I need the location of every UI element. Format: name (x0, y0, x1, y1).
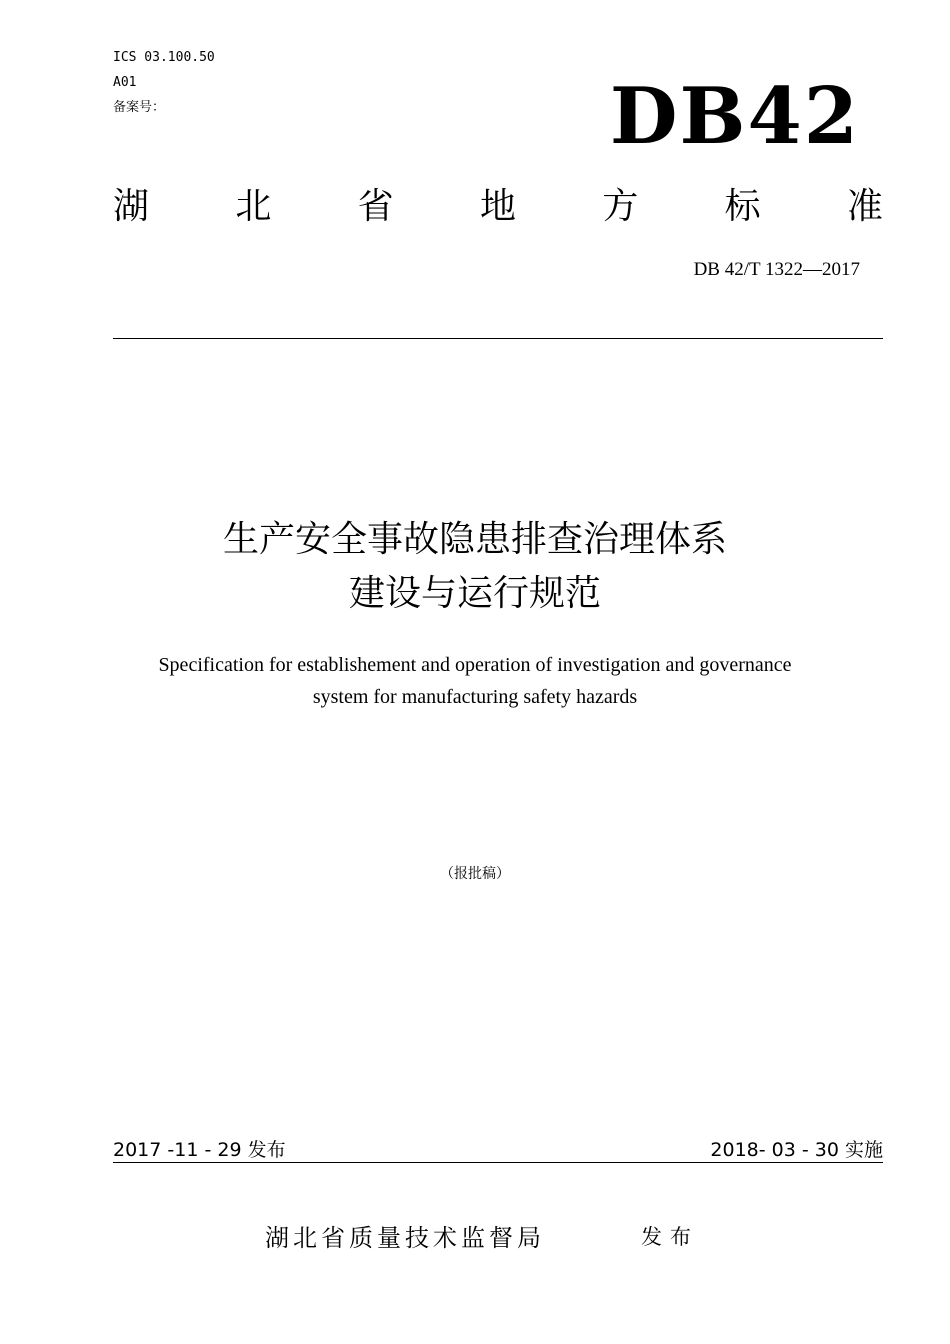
implementation-date: 2018- 03 - 30 实施 (710, 1139, 883, 1161)
standard-title-char: 方 (602, 186, 639, 227)
standard-title-char: 标 (724, 186, 761, 227)
issued-label: 发布 (641, 1225, 699, 1249)
standard-title-char: 地 (479, 186, 516, 227)
standard-title-char: 省 (357, 186, 394, 227)
document-title-zh-line2: 建设与运行规范 (348, 573, 601, 614)
issuing-authority: 湖北省质量技术监督局 (265, 1224, 545, 1252)
standard-category-title (113, 182, 883, 232)
issue-date: 2017 -11 - 29 发布 (113, 1139, 286, 1161)
filing-number-label: 备案号： (113, 100, 166, 115)
draft-status: （报批稿） (440, 866, 510, 882)
document-title-zh-line1: 生产安全事故隐患排查治理体系 (222, 519, 727, 560)
header-divider (113, 338, 883, 339)
date-divider (113, 1162, 883, 1163)
standard-title-char: 准 (846, 186, 883, 227)
document-title-en-line2: system for manufacturing safety hazards (312, 686, 638, 708)
ics-code: ICS 03.100.50 (113, 50, 215, 65)
document-title-en-line1: Specification for establishement and operation of investigation and governance (158, 654, 792, 676)
standard-logo: DB42 (609, 71, 860, 162)
standard-number: DB 42/T 1322—2017 (693, 259, 860, 280)
standard-title-char: 湖 (113, 186, 150, 227)
standard-title-char: 北 (235, 186, 272, 227)
ccs-code: A01 (113, 75, 137, 90)
